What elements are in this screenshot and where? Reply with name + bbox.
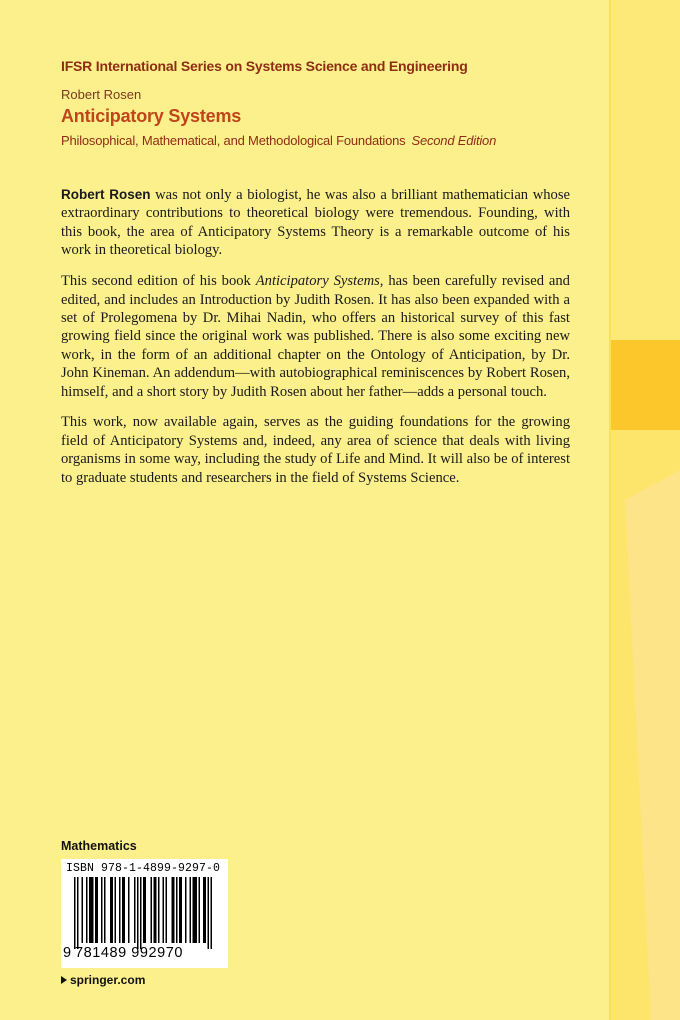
barcode-bar [190,877,192,943]
side-facet-shape [611,430,680,1020]
barcode-bar [95,877,98,943]
barcode-bar [134,877,136,943]
barcode-bar [82,877,84,943]
blurb-paragraph-2 [61,272,570,401]
barcode-bar [137,877,139,949]
barcode-bar [143,877,146,943]
barcode-bar [179,877,182,943]
barcode-bar [104,877,106,943]
barcode-bar [211,877,213,949]
barcode-bar [163,877,165,943]
barcode-bar [203,877,206,943]
blurb-book-title-italic: Anticipatory Systems, [255,273,384,290]
publisher-url: springer.com [70,973,146,987]
barcode-bars [74,877,217,949]
barcode-bar [185,877,187,943]
barcode [61,859,228,968]
barcode-bar [166,877,168,943]
book-subtitle [61,133,496,148]
book-title: Anticipatory Systems [61,106,242,126]
blurb-text [61,186,570,500]
barcode-bar [208,877,210,949]
barcode-bar [110,877,113,943]
barcode-bar [199,877,201,943]
barcode-bar [176,877,178,943]
subtitle-text: Philosophical, Mathematical, and Methodological Foundations [61,133,406,148]
author-name: Robert Rosen [61,87,142,102]
blurb-paragraph-1-text: was not only a biologist, he was also a brilliant mathematician whose extraordinary contributions to theoretical biology were tremendous. Founding, with this book, the area of Anticipatory Systems Theory is a remarkable outcome of his work in theoretical biology. [61,187,570,259]
blurb-paragraph-2-pre: This second edition of his book [61,273,256,290]
series-name: IFSR International Series on Systems Science and Engineering [61,58,468,74]
barcode-bar [122,877,125,943]
ean-digits: 781489 992970 [75,945,183,961]
accent-band [611,340,680,430]
barcode-bar [74,877,76,949]
barcode-bar [86,877,88,943]
barcode-bar [115,877,117,943]
edition-label: Second Edition [411,133,497,148]
isbn-text: ISBN 978-1-4899-9297-0 [66,862,221,875]
barcode-bar [158,877,160,943]
arrow-right-icon [61,976,67,984]
barcode-bar [154,877,157,943]
barcode-bar [193,877,198,943]
barcode-bar [128,877,130,943]
blurb-paragraph-3: This work, now available again, serves as the guiding foundations for the growing field of Anticipatory Systems and, indeed, any area of science that deals with living organisms in some way, including the study of Life and Mind. It will also be of interest to graduate students and researchers in the field of Systems Science. [61,414,570,486]
barcode-bar [77,877,79,949]
barcode-bar [119,877,121,943]
publisher-link[interactable] [61,973,145,987]
barcode-bar [89,877,94,943]
barcode-bar [101,877,103,943]
barcode-bar [172,877,175,943]
barcode-bar [151,877,153,943]
blurb-paragraph-1 [61,186,570,260]
barcode-bar [140,877,142,949]
blurb-lead-name: Robert Rosen [61,187,151,202]
subject-category: Mathematics [61,839,137,853]
blurb-paragraph-2-post: has been carefully revised and edited, and includes an Introduction by Judith Rosen. It has also been expanded with a set of Prolegomena by Dr. Mihai Nadin, who offers an historical survey of this fast growing field since the original work was published. There is also some exciting new work, in the form of an additional chapter on the Ontology of Anticipation, by Dr. John Kineman. An addendum—with autobiographical reminiscences by Robert Rosen, himself, and a short story by Judith Rosen about her father—adds a personal touch. [61,273,570,400]
ean-lead-digit: 9 [63,945,72,961]
